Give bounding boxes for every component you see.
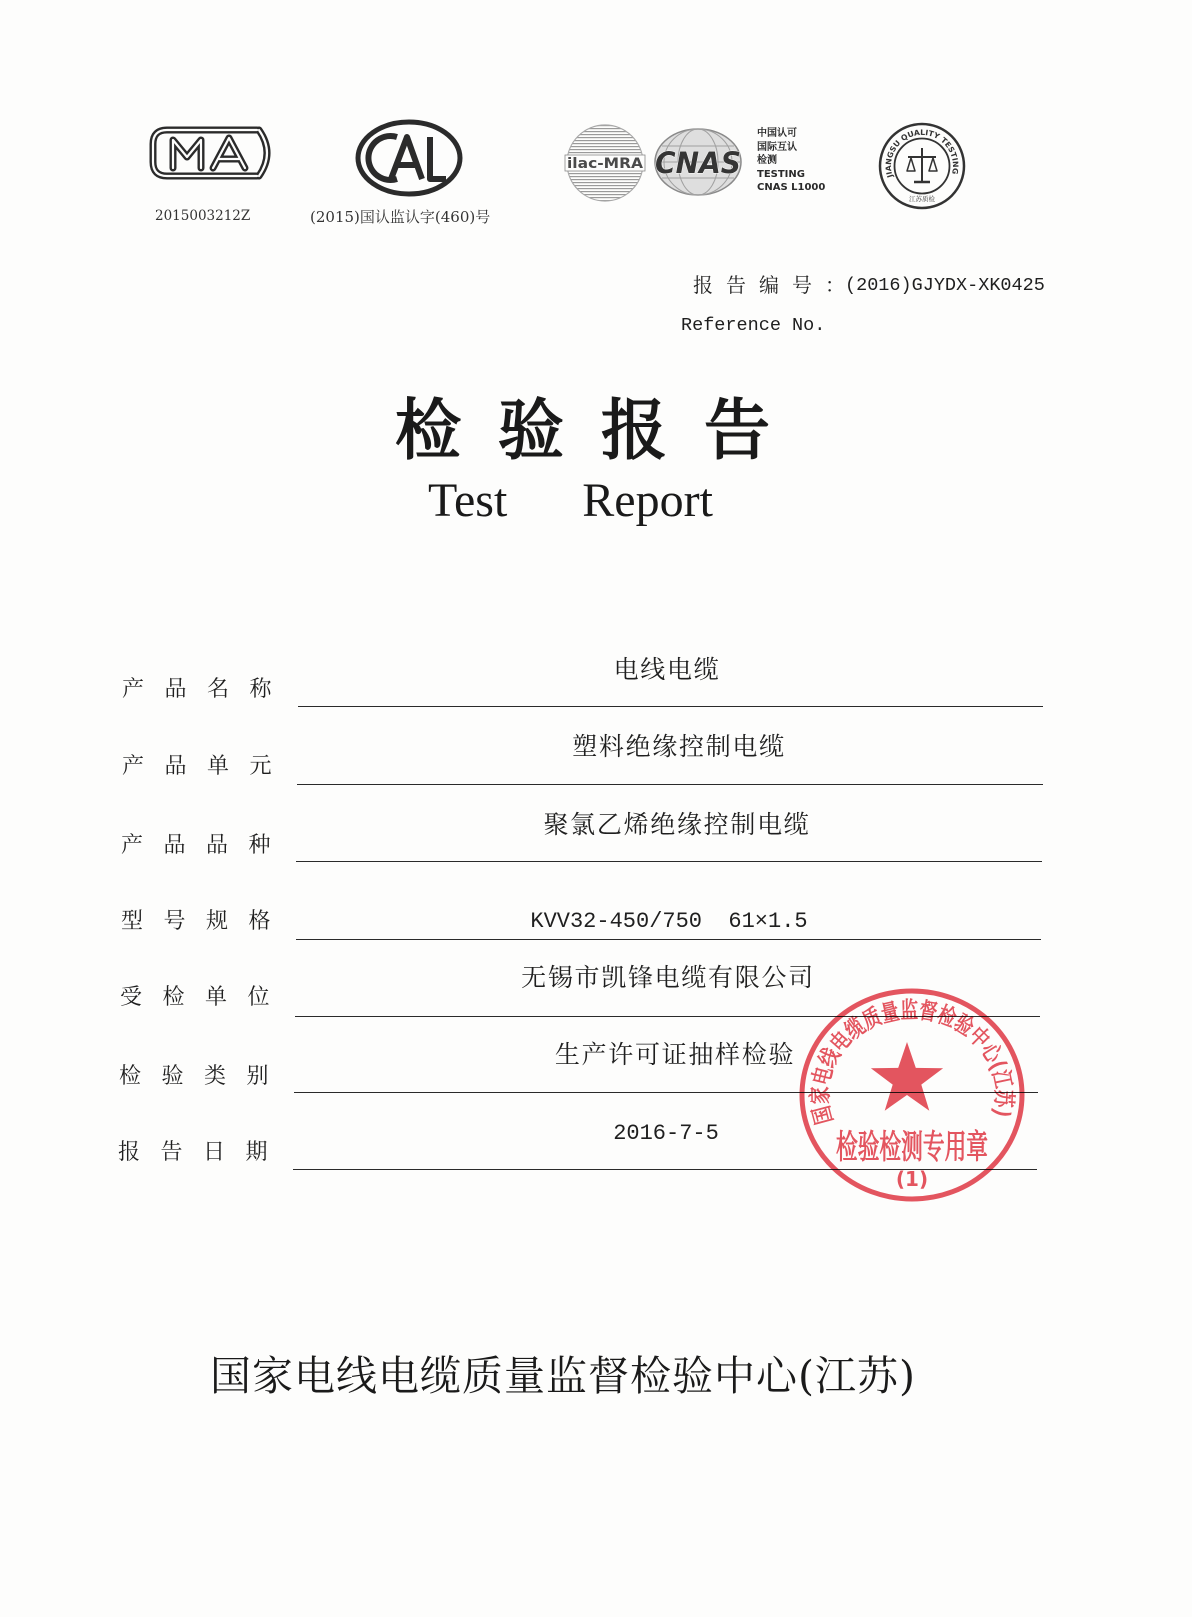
field-value-product-name: 电线电缆 [613, 655, 721, 684]
field-label-model-spec: 型号规格 [121, 909, 292, 934]
page-title-en: Test Report [428, 474, 713, 527]
field-label-inspected-unit: 受检单位 [120, 985, 291, 1010]
issuing-organization: 国家电线电缆质量监督检验中心(江苏) [210, 1352, 916, 1400]
field-value-inspection-type: 生产许可证抽样检验 [554, 1040, 796, 1069]
cal-certificate-code: (2015)国认监认字(460)号 [310, 208, 491, 226]
cnas-caption-line: 国际互认 [757, 141, 797, 153]
cma-logo [147, 122, 279, 184]
jiangsu-ring-text: JIANGSU QUALITY TESTING [883, 127, 961, 179]
field-value-report-date: 2016-7-5 [613, 1121, 719, 1146]
seal-arc-text: 国家电线电缆质量监督检验中心(江苏) [807, 997, 1017, 1127]
page-title: 检验报告 [395, 392, 807, 469]
field-underline [297, 784, 1043, 785]
seal-number: (1) [895, 1167, 929, 1191]
reference-label-en: Reference No. [681, 315, 826, 336]
field-underline [296, 861, 1042, 862]
cnas-logo [652, 126, 744, 198]
cnas-caption [757, 127, 825, 195]
cnas-caption-line: CNAS L1000 [757, 182, 826, 194]
field-underline [298, 706, 1043, 707]
cnas-caption-line: TESTING [757, 168, 805, 180]
cal-logo [353, 117, 465, 199]
scales-icon [907, 148, 937, 182]
field-label-report-date: 报告日期 [118, 1140, 289, 1165]
field-value-model-spec: KVV32-450/750 61×1.5 [530, 909, 808, 934]
field-underline [296, 939, 1041, 940]
reference-label: 报告编号： [693, 273, 858, 297]
seal-star-icon [871, 1042, 943, 1111]
ilac-mra-lettering: ilac-MRA [567, 156, 644, 172]
field-label-product-name: 产品名称 [122, 677, 293, 702]
field-label-product-variety: 产品品种 [121, 833, 292, 858]
field-label-product-unit: 产品单元 [122, 754, 293, 779]
cma-certificate-code: 2015003212Z [155, 208, 251, 224]
field-value-product-unit: 塑料绝缘控制电缆 [572, 732, 786, 761]
ilac-mra-logo [562, 122, 648, 204]
inspection-seal [795, 985, 1031, 1207]
field-value-inspected-unit: 无锡市凯锋电缆有限公司 [521, 963, 815, 992]
jiangsu-bottom-text: 江苏质检 [909, 195, 935, 203]
seal-center-text: 检验检测专用章 [836, 1127, 988, 1166]
reference-number: (2016)GJYDX-XK0425 [845, 275, 1045, 296]
field-value-product-variety: 聚氯乙烯绝缘控制电缆 [543, 810, 811, 839]
jiangsu-quality-testing-logo [877, 121, 967, 211]
cnas-lettering: CNAS [655, 146, 741, 180]
cnas-caption-line: 检测 [757, 155, 777, 167]
cnas-caption-line: 中国认可 [757, 128, 797, 139]
field-label-inspection-type: 检验类别 [119, 1064, 290, 1089]
